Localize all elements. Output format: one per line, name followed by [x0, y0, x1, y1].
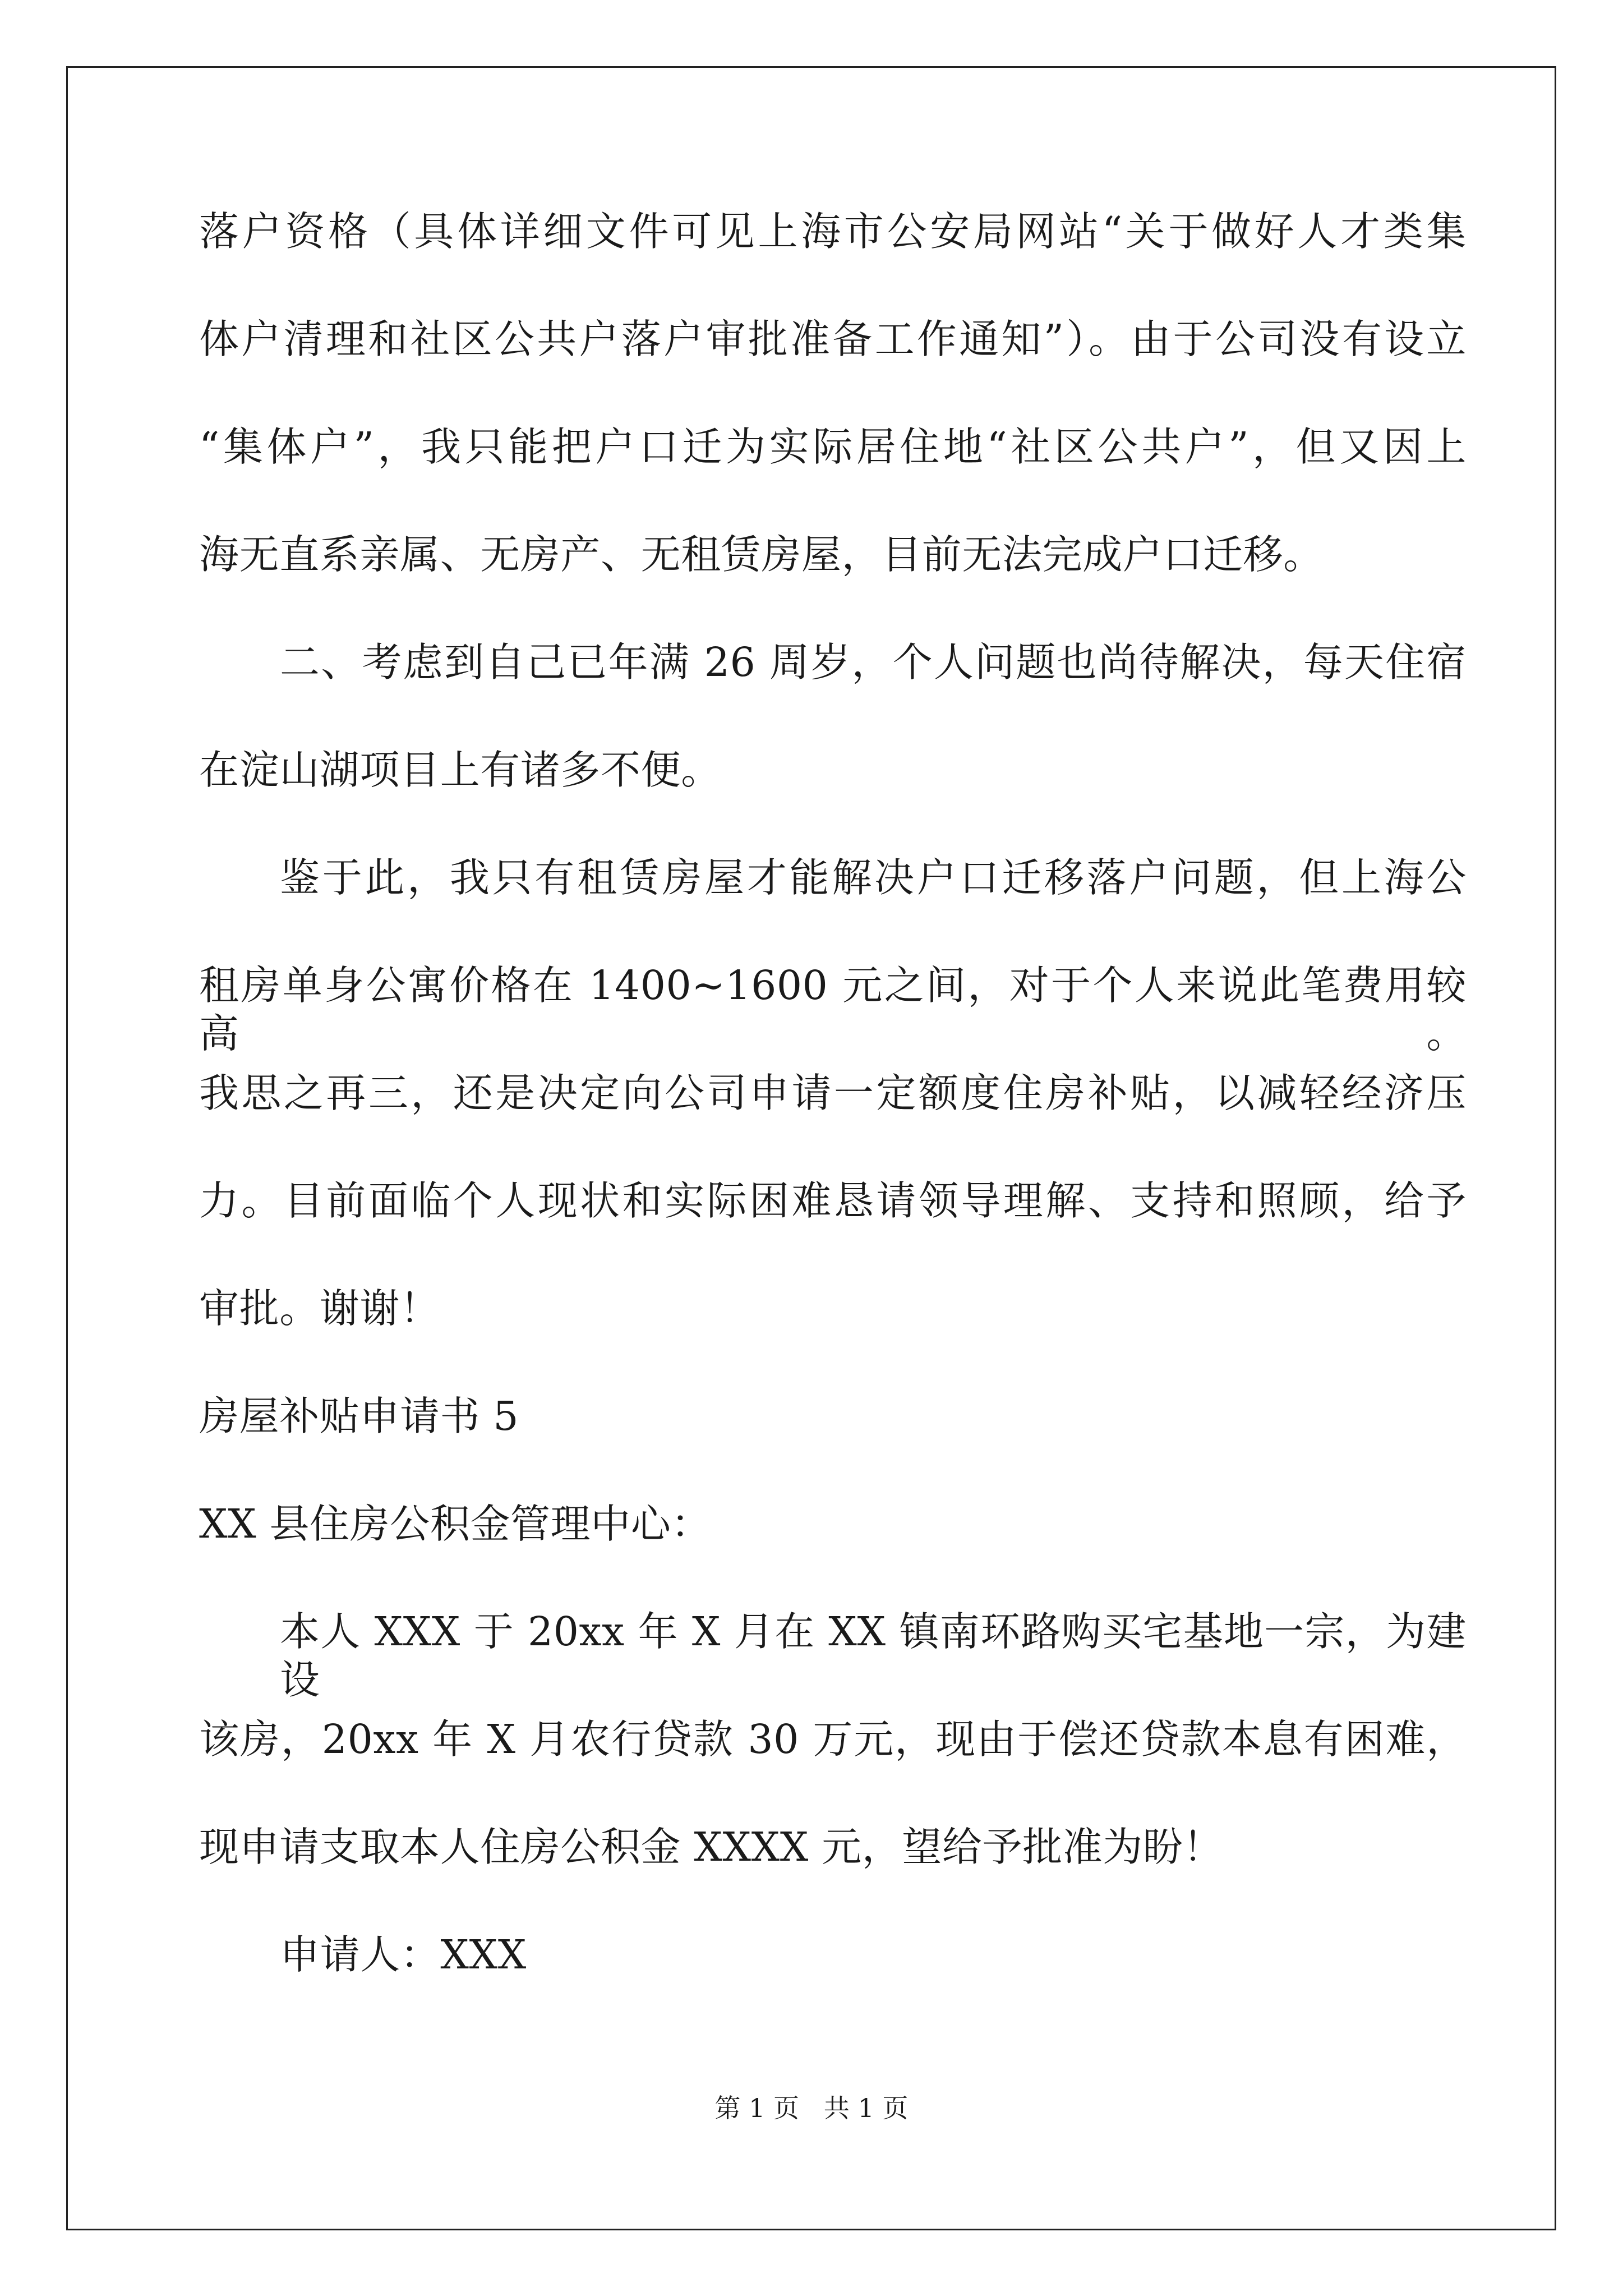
paragraph-line: 在淀山湖项目上有诸多不便。 [199, 747, 721, 793]
paragraph-line: 该房，20xx 年 X 月农行贷款 30 万元，现由于偿还贷款本息有困难， [199, 1716, 1467, 1763]
document-body [199, 208, 1467, 2039]
paragraph-line: 二、考虑到自己已年满 26 周岁，个人问题也尚待解决，每天住宿 [280, 639, 1467, 685]
paragraph-line: 鉴于此，我只有租赁房屋才能解决户口迁移落户问题，但上海公 [280, 854, 1467, 901]
paragraph-line: 力。目前面临个人现状和实际困难恳请领导理解、支持和照顾，给予 [199, 1177, 1467, 1224]
section-title: 房屋补贴申请书 5 [199, 1393, 519, 1439]
paragraph-line: 我思之再三，还是决定向公司申请一定额度住房补贴，以减轻经济压 [199, 1070, 1467, 1116]
paragraph-line: 租房单身公寓价格在 1400~1600 元之间，对于个人来说此笔费用较高。 [199, 962, 1467, 1057]
paragraph-line: 本人 XXX 于 20xx 年 X 月在 XX 镇南环路购买宅基地一宗，为建设 [280, 1608, 1467, 1703]
paragraph-line: 落户资格（具体详细文件可见上海市公安局网站“关于做好人才类集 [199, 208, 1467, 255]
addressee: XX 县住房公积金管理中心： [199, 1501, 712, 1547]
paragraph-line: “集体户”，我只能把户口迁为实际居住地“社区公共户”，但又因上 [199, 424, 1467, 470]
paragraph-line: 现申请支取本人住房公积金 XXXX 元，望给予批准为盼！ [199, 1824, 1224, 1870]
paragraph-line: 审批。谢谢！ [199, 1285, 440, 1332]
page-footer: 第 1 页 共 1 页 [714, 2093, 909, 2123]
paragraph-line: 海无直系亲属、无房产、无租赁房屋，目前无法完成户口迁移。 [199, 531, 1324, 578]
paragraph-line: 体户清理和社区公共户落户审批准备工作通知”）。由于公司没有设立 [199, 316, 1467, 362]
applicant-line: 申请人：XXX [280, 1931, 527, 1978]
